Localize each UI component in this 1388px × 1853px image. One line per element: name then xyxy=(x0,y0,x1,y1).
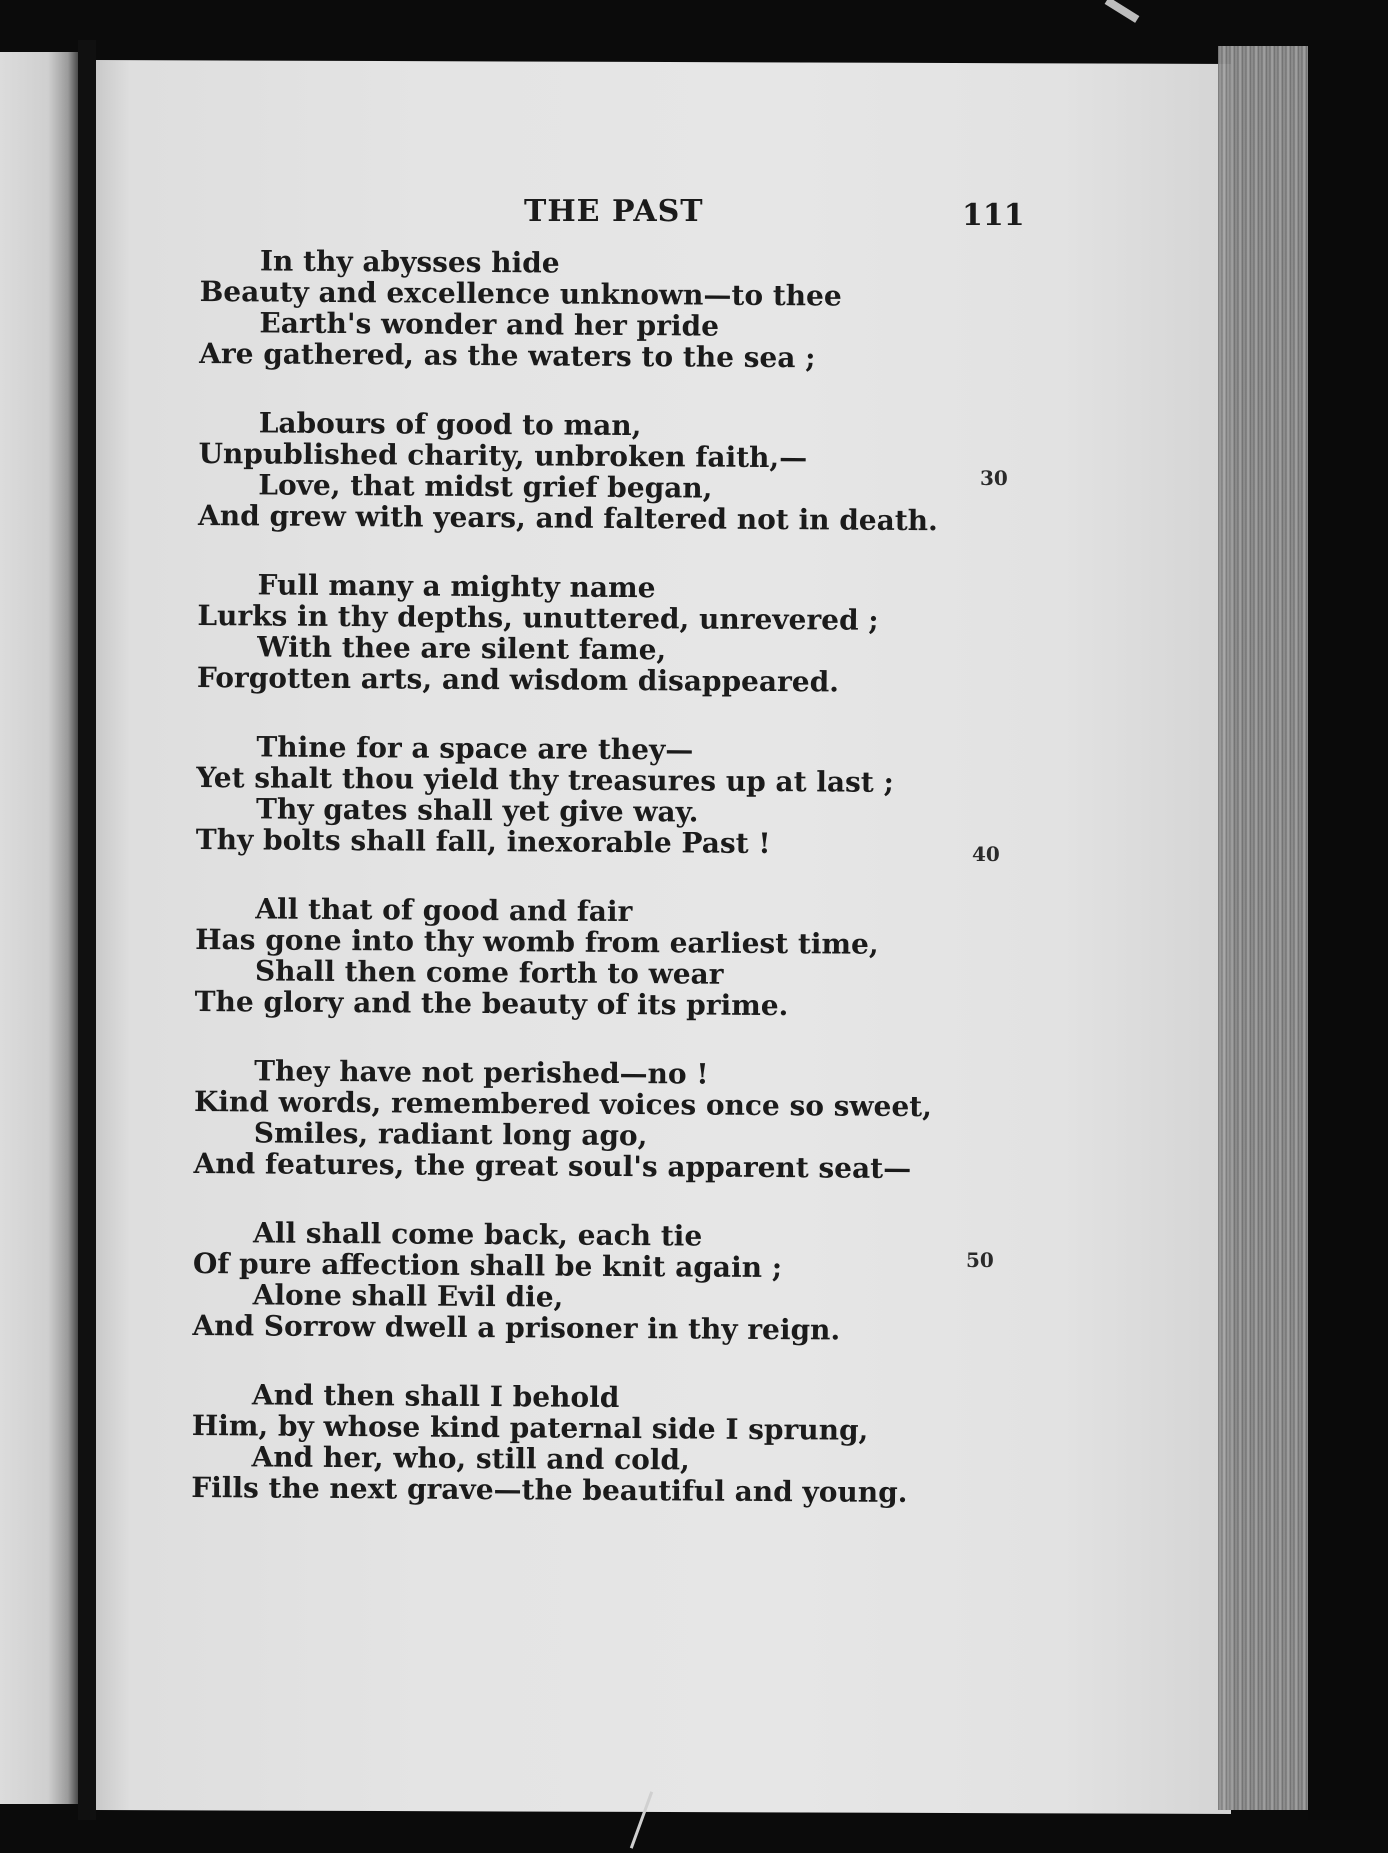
stanza xyxy=(197,569,958,698)
poem-line: And Sorrow dwell a prisoner in thy reign. xyxy=(192,1308,841,1347)
book-gutter xyxy=(78,40,96,1820)
poem-line: Lurks in thy depths, unuttered, unrevered ; xyxy=(197,598,879,637)
poem-line: With thee are silent fame, xyxy=(257,630,667,667)
stanza xyxy=(195,893,956,1022)
poem-line: Kind words, remembered voices once so sweet, xyxy=(193,1084,933,1124)
poem-line: Forgotten arts, and wisdom disappeared. xyxy=(196,660,840,699)
page-number: 111 xyxy=(962,198,1025,233)
poem-line: In thy abysses hide xyxy=(259,244,560,280)
poem-line: All that of good and fair xyxy=(255,892,633,929)
poem-line: Thine for a space are they— xyxy=(256,730,694,767)
poem-line: Alone shall Evil die, xyxy=(252,1278,564,1314)
poem-line: Yet shalt thou yield thy treasures up at last ; xyxy=(196,760,894,799)
poem-line: Shall then come forth to wear xyxy=(254,954,724,991)
poem-line: They have not perished—no ! xyxy=(254,1054,709,1091)
poem-line: Of pure affection shall be knit again ; xyxy=(192,1246,783,1285)
poem-line: Full many a mighty name xyxy=(257,568,656,605)
poem-line: Thy bolts shall fall, inexorable Past ! xyxy=(195,822,771,860)
poem-line: And features, the great soul's apparent seat— xyxy=(193,1146,912,1185)
stanza xyxy=(193,1055,954,1184)
poem-line: Are gathered, as the waters to the sea ; xyxy=(199,336,816,375)
poem-line: And grew with years, and faltered not in death. xyxy=(197,498,938,538)
stanza xyxy=(198,407,959,536)
stanza xyxy=(196,731,957,860)
poem-line: Earth's wonder and her pride xyxy=(259,306,720,343)
poem-line: The glory and the beauty of its prime. xyxy=(194,984,789,1023)
facing-page-edge xyxy=(0,52,80,1804)
poem-line: Love, that midst grief began, xyxy=(258,468,713,505)
running-head-title: THE PAST xyxy=(524,194,704,229)
poem-line: Has gone into thy womb from earliest time, xyxy=(195,922,879,961)
stanza xyxy=(191,1379,952,1508)
poem-line: Labours of good to man, xyxy=(258,406,642,443)
line-number-marker: 30 xyxy=(980,466,1008,490)
line-number-marker: 50 xyxy=(966,1248,994,1272)
poem-line: Unpublished charity, unbroken faith,— xyxy=(198,436,808,475)
scan-artifact-mark xyxy=(1105,0,1140,23)
poem-line: Fills the next grave—the beautiful and young. xyxy=(191,1470,908,1509)
stanza xyxy=(199,245,960,374)
poem-line: Him, by whose kind paternal side I sprung, xyxy=(191,1408,869,1447)
poem-line: All shall come back, each tie xyxy=(252,1216,703,1253)
poem-line: And her, who, still and cold, xyxy=(251,1440,690,1477)
background-shadow xyxy=(1308,40,1388,1820)
poem-body xyxy=(191,245,960,1546)
poem-line: Thy gates shall yet give way. xyxy=(255,792,699,829)
poem-line: Smiles, radiant long ago, xyxy=(253,1116,648,1153)
poem-line: And then shall I behold xyxy=(251,1378,620,1414)
poem-line: Beauty and excellence unknown—to thee xyxy=(199,274,842,313)
stanza xyxy=(192,1217,953,1346)
page-stack-edge xyxy=(1218,46,1310,1810)
line-number-marker: 40 xyxy=(972,842,1000,866)
